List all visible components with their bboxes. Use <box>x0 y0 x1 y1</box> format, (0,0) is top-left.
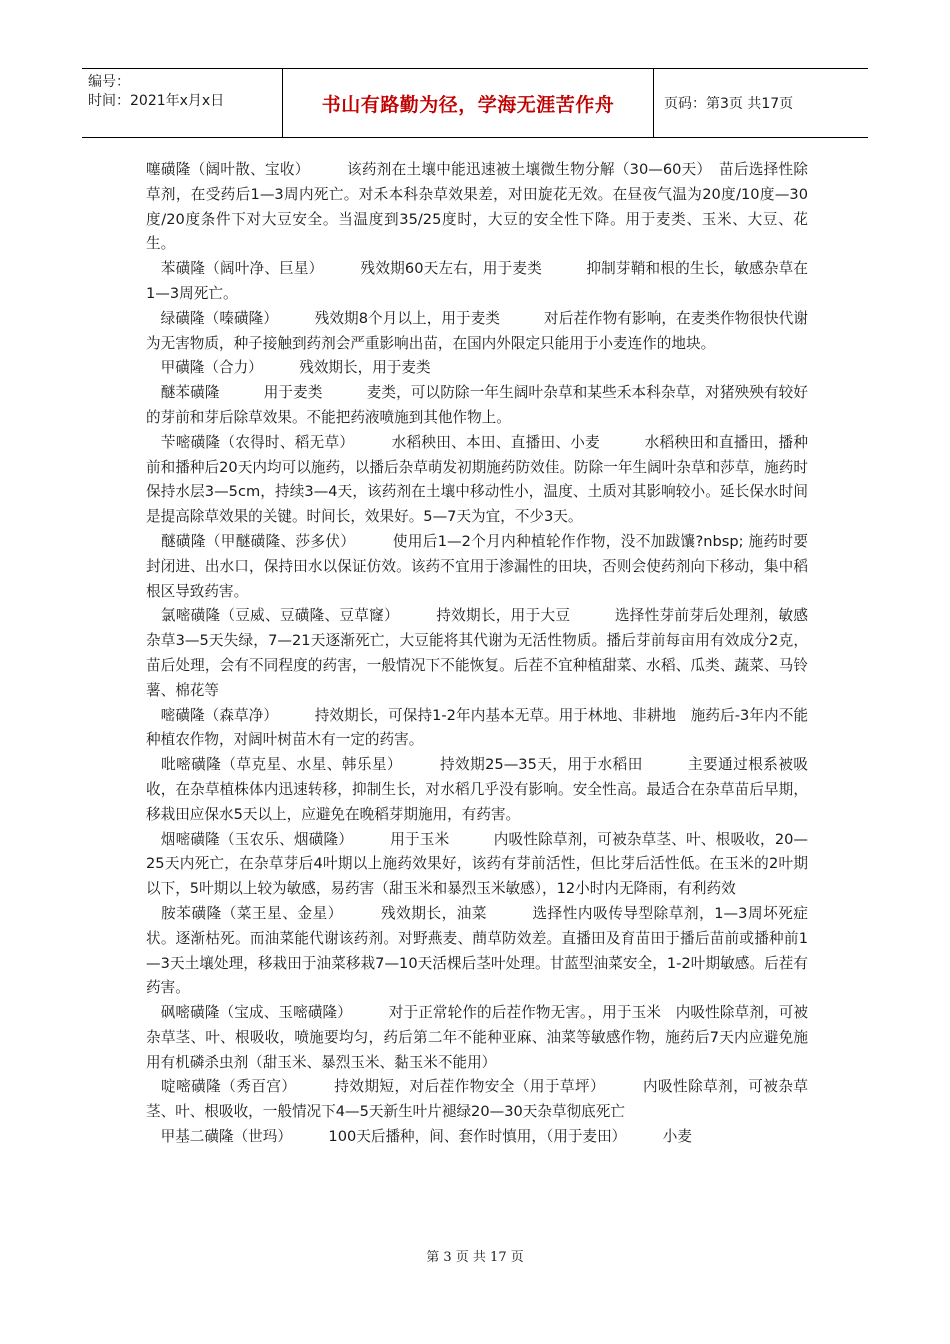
paragraph-nicosulfuron: 烟嘧磺隆（玉农乐、烟磺隆） 用于玉米 内吸性除草剂，可被杂草茎、叶、根吸收，20—25天内死亡，在杂草芽后4叶期以上施药效果好，该药有芽前活性，但比芽后活性低。在玉米的2叶期以下，5叶期以上较为敏感，易药害（甜玉米和暴烈玉米敏感），12小时内无降雨，有利药效 <box>146 830 808 898</box>
page-header <box>82 68 868 138</box>
paragraph-mesosulfuron: 甲基二磺隆（世玛） 100天后播种，间、套作时慎用，（用于麦田） 小麦 <box>146 1128 692 1146</box>
paragraph-pyrazosulfuron: 吡嘧磺隆（草克星、水星、韩乐星） 持效期25—35天，用于水稻田 主要通过根系被吸收，在杂草植株体内迅速转移，抑制生长，对水稻几乎没有影响。安全性高。最适合在杂草苗后早期，移栽田应保水5天以上，应避免在晚稻芽期施用，有药害。 <box>146 756 808 823</box>
page-footer: 第 3 页 共 17 页 <box>426 1250 524 1265</box>
paragraph-triasulfuron: 醚苯磺隆 用于麦类 麦类，可以防除一年生阔叶杂草和某些禾本科杂草，对猪殃殃有较好的芽前和芽后除草效果。不能把药液喷施到其他作物上。 <box>146 384 808 426</box>
document-number: 编号： <box>88 74 130 90</box>
paragraph-bensulfuron: 苄嘧磺隆（农得时、稻无草） 水稻秧田、本田、直播田、小麦 水稻秧田和直播田，播种前和播种后20天内均可以施药，以播后杂草萌发初期施药防效佳。防除一年生阔叶杂草和莎草，施药时保持水层3—5cm，持续3—4天，该药剂在土壤中移动性小，温度、土质对其影响较小。延长保水时间是提高除草效果的关键。时间长，效果好。5—7天为宜，不少3天。 <box>146 433 808 526</box>
document-date: 时间：2021年x月x日 <box>88 93 225 109</box>
paragraph-rimsulfuron: 砜嘧磺隆（宝成、玉嘧磺隆） 对于正常轮作的后茬作物无害。，用于玉米 内吸性除草剂，可被杂草茎、叶、根吸收，喷施要均匀，药后第二年不能种亚麻、油菜等敏感作物，施药后7天内应避免施用有机磷杀虫剂（甜玉米、暴烈玉米、黏玉米不能用） <box>146 1004 808 1071</box>
paragraph-cinosulfuron: 醚磺隆（甲醚磺隆、莎多伏） 使用后1—2个月内种植轮作作物，没不加跋馕?nbsp; 施药时要封闭进、出水口，保持田水以保证仿效。该药不宜用于渗漏性的田块，否则会使药剂向下移动，集中稻根区导致药害。 <box>146 532 808 600</box>
header-page-number: 页码：第3页 共17页 <box>664 96 794 112</box>
paragraph-ethametsulfuron: 胺苯磺隆（菜王星、金星） 残效期长，油菜 选择性内吸传导型除草剂，1—3周坏死症状。逐渐枯死。而油菜能代谢该药剂。对野燕麦、蔄草防效差。直播田及育苗田于播后苗前或播种前1—3天土壤处理，移栽田于油菜移栽7—10天活棵后茎叶处理。甘蓝型油菜安全，1-2叶期敏感。后茬有药害。 <box>146 904 808 997</box>
paragraph-sulfometuron: 嘧磺隆（森草净） 持效期长，可保持1-2年内基本无草。用于林地、非耕地 施药后-3年内不能种植农作物，对阔叶树苗木有一定的药害。 <box>146 706 808 749</box>
document-body <box>146 158 808 1150</box>
paragraph-chlorimuron: 氯嘧磺隆（豆威、豆磺隆、豆草窿） 持效期长，用于大豆 选择性芽前芽后处理剂，敏感杂草3—5天失绿，7—21天逐渐死亡，大豆能将其代谢为无活性物质。播后芽前每亩用有效成分2克，苗后处理，会有不同程度的药害，一般情况下不能恢复。后茬不宜种植甜菜、水稻、瓜类、蔬菜、马铃薯、棉花等 <box>146 607 808 699</box>
paragraph-metsulfuron: 甲磺隆（合力） 残效期长，用于麦类 <box>146 359 431 377</box>
header-motto: 书山有路勤为径，学海无涯苦作舟 <box>282 69 654 137</box>
header-meta <box>82 69 282 137</box>
paragraph-thifensulfuron: 噻磺隆（阔叶散、宝收） 该药剂在土壤中能迅速被土壤微生物分解（30—60天） 苗后选择性除草剂，在受药后1—3周内死亡。对禾本科杂草效果差，对田旋花无效。在昼夜气温为20度/10度—30度/20度条件下对大豆安全。当温度到35/25度时，大豆的安全性下降。用于麦类、玉米、大豆、花生。 <box>146 161 808 253</box>
paragraph-flazasulfuron: 啶嘧磺隆（秀百宫） 持效期短，对后茬作物安全（用于草坪） 内吸性除草剂，可被杂草茎、叶、根吸收，一般情况下4—5天新生叶片褪绿20—30天杂草彻底死亡 <box>146 1078 808 1121</box>
paragraph-chlorsulfuron: 绿磺隆（嗪磺隆） 残效期8个月以上，用于麦类 对后茬作物有影响，在麦类作物很快代谢为无害物质，种子接触到药剂会严重影响出苗，在国内外限定只能用于小麦连作的地块。 <box>146 309 808 352</box>
paragraph-tribenuron: 苯磺隆（阔叶净、巨星） 残效期60天左右，用于麦类 抑制芽鞘和根的生长，敏感杂草在1—3周死亡。 <box>146 260 808 302</box>
